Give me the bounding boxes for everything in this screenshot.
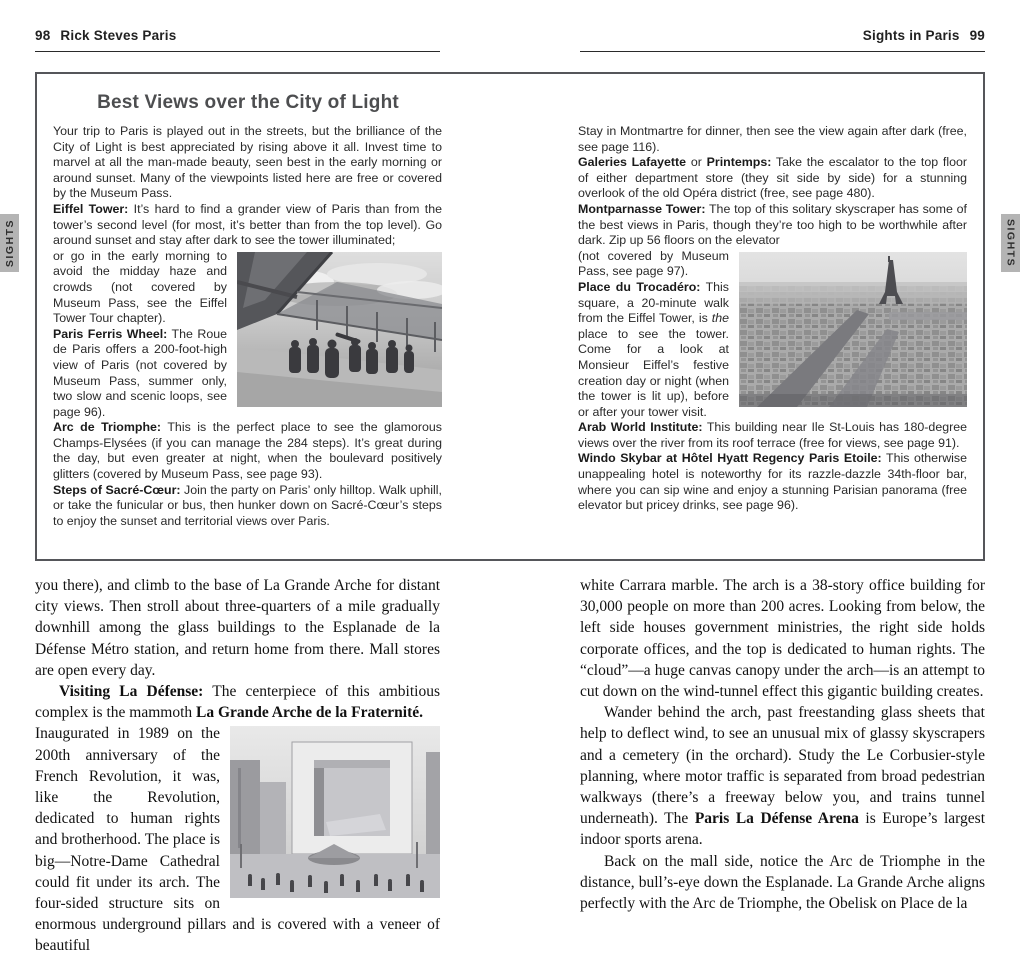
page-number-left: 98	[35, 28, 51, 43]
paragraph-montparnasse-tower: Montparnasse Tower: The top of this solitary skyscraper has some of the best views in Paris, though they’re too high to be worthwhile after dark. Zip up 56 floors on the elevator	[578, 201, 967, 248]
running-header-right	[580, 28, 985, 52]
paragraph-sacre-coeur: Steps of Sacré-Cœur: Join the party on Paris’ only hilltop. Walk uphill, or take the funicular or bus, then hunker down on Sacré-Cœur’s steps to enjoy the sunset and territorial views over Paris.	[53, 482, 442, 528]
running-title-right: Sights in Paris	[862, 28, 960, 43]
arche-wrap-zone	[35, 723, 440, 956]
sights-tab-right-label: SIGHTS	[1004, 218, 1017, 268]
sights-tab-left	[0, 214, 19, 272]
eiffel-wrap-zone	[53, 249, 442, 530]
page-number-right: 99	[969, 28, 985, 43]
paragraph-montparnasse-continued: (not covered by Museum Pass, see page 97).	[578, 248, 729, 279]
body-right-column	[580, 575, 985, 914]
paragraph-box-intro: Your trip to Paris is played out in the streets, but the brilliance of the City of Light is best appreciated by rising above it all. Invest time to marvel at all the man-made beauty, seen best in the early morning or around sunset. Many of the viewpoints listed here are free or covered by the Museum Pass.	[53, 124, 442, 201]
sights-tab-left-label: SIGHTS	[3, 218, 16, 268]
trocadero-wrap-zone	[578, 249, 967, 514]
paragraph-carrara-marble: white Carrara marble. The arch is a 38-story office building for 30,000 people on more than 200 acres. Looking from below, the left side houses government ministries, the right side holds corporate offices, and the top is dedicated to human rights. The “cloud”—a huge canvas canopy under the arch—is an attempt to cut down on the wind-tunnel effect this gigantic building creates.	[580, 577, 985, 701]
box-title: Best Views over the City of Light	[97, 92, 399, 113]
box-left-column	[53, 124, 442, 529]
paragraph-visiting-la-defense-continued: Inaugurated in 1989 on the 200th anniversary of the French Revolution, it was, like the Revolution, dedicated to human rights and brotherhood. The place is big—Notre-Dame Cathedral could fit under its arch. The four-sided structure sits on enormous underground pillars and is covered with a veneer of beautiful	[35, 725, 440, 955]
running-header-left	[35, 28, 440, 52]
best-views-sidebar-box	[35, 72, 985, 561]
box-right-column	[578, 124, 967, 529]
running-title-left: Rick Steves Paris	[60, 28, 177, 43]
paragraph-galeries-printemps: Galeries Lafayette or Printemps: Take the escalator to the top floor of either department store (they sit side by side) for a stunning overlook of the old Opéra district (free, see page 480).	[578, 155, 967, 201]
paragraph-trocadero: Place du Trocadéro: This square, a 20-minute walk from the Eiffel Tower, is the place to see the tower. Come for a look at Monsieur Eiffel’s festive creation day or night (when the tower is lit up), before or after your tower visit.	[578, 279, 729, 419]
box-columns	[53, 124, 967, 529]
paragraph-arab-world-institute: Arab World Institute: This building near Ile St-Louis has 180-degree views over the river from its roof terrace (free for views, see page 91).	[578, 420, 968, 450]
paragraph-eiffel-tower: Eiffel Tower: It’s hard to find a grander view of Paris than from the tower’s second level (for most, it’s better than from the top level). Go around sunset and stay after dark to see the tower illuminated;	[53, 201, 442, 248]
paragraph-mall-side: Back on the mall side, notice the Arc de Triomphe in the distance, bull’s-eye down the Esplanade. La Grande Arche aligns perfectly with the Arc de Triomphe, the Obelisk on Place de la	[580, 852, 985, 913]
photo-grande-arche	[230, 726, 440, 898]
paragraph-sacre-coeur-continued: Stay in Montmartre for dinner, then see the view again after dark (free, see page 116).	[578, 124, 967, 154]
body-left-column	[35, 575, 440, 957]
paragraph-visiting-la-defense: Visiting La Défense: The centerpiece of this ambitious complex is the mammoth La Grande Arche de la Fraternité.	[35, 683, 440, 722]
photo-eiffel-platform-crowd	[237, 252, 442, 407]
paragraph-arc-de-triomphe: Arc de Triomphe: This is the perfect place to see the glamorous Champs-Elysées (if you can manage the 284 steps). It’s great during the day, but even greater at night, when the boulevard positively glitters (covered by Museum Pass, see page 93).	[53, 420, 442, 482]
paragraph-la-defense-walk: you there), and climb to the base of La Grande Arche for distant city views. Then stroll about three-quarters of a mile gradually downhill among the glass buildings to the Esplanade de la Défense Métro station, and return home from there. Mall stores are open every day.	[35, 577, 440, 679]
sights-tab-right	[1001, 214, 1020, 272]
paragraph-paris-ferris-wheel: Paris Ferris Wheel: The Roue de Paris offers a 200-foot-high view of Paris (not covered by Museum Pass, summer only, two slow and scenic loops, see page 96).	[53, 326, 228, 419]
paragraph-behind-the-arch: Wander behind the arch, past freestanding glass sheets that help to deflect wind, to see an unusual mix of glassy skyscrapers and a cemetery (in the orchard). Study the Le Corbusier-style planning, where motor traffic is separated from broad pedestrian walkways (there’s a freeway below you, and trains tunnel underneath). The Paris La Défense Arena is Europe’s largest indoor sports arena.	[580, 704, 985, 849]
photo-paris-aerial-view	[739, 252, 967, 407]
paragraph-windo-skybar: Windo Skybar at Hôtel Hyatt Regency Paris Etoile: This otherwise unappealing hotel is noteworthy for its razzle-dazzle 34th-floor bar, where you can sip wine and enjoy a stunning Parisian panorama (free elevator but pricey drinks, see page 96).	[578, 451, 967, 513]
paragraph-eiffel-tower-continued: or go in the early morning to avoid the midday haze and crowds (not covered by Museum Pass, see the Eiffel Tower Tour chapter).	[53, 248, 227, 326]
